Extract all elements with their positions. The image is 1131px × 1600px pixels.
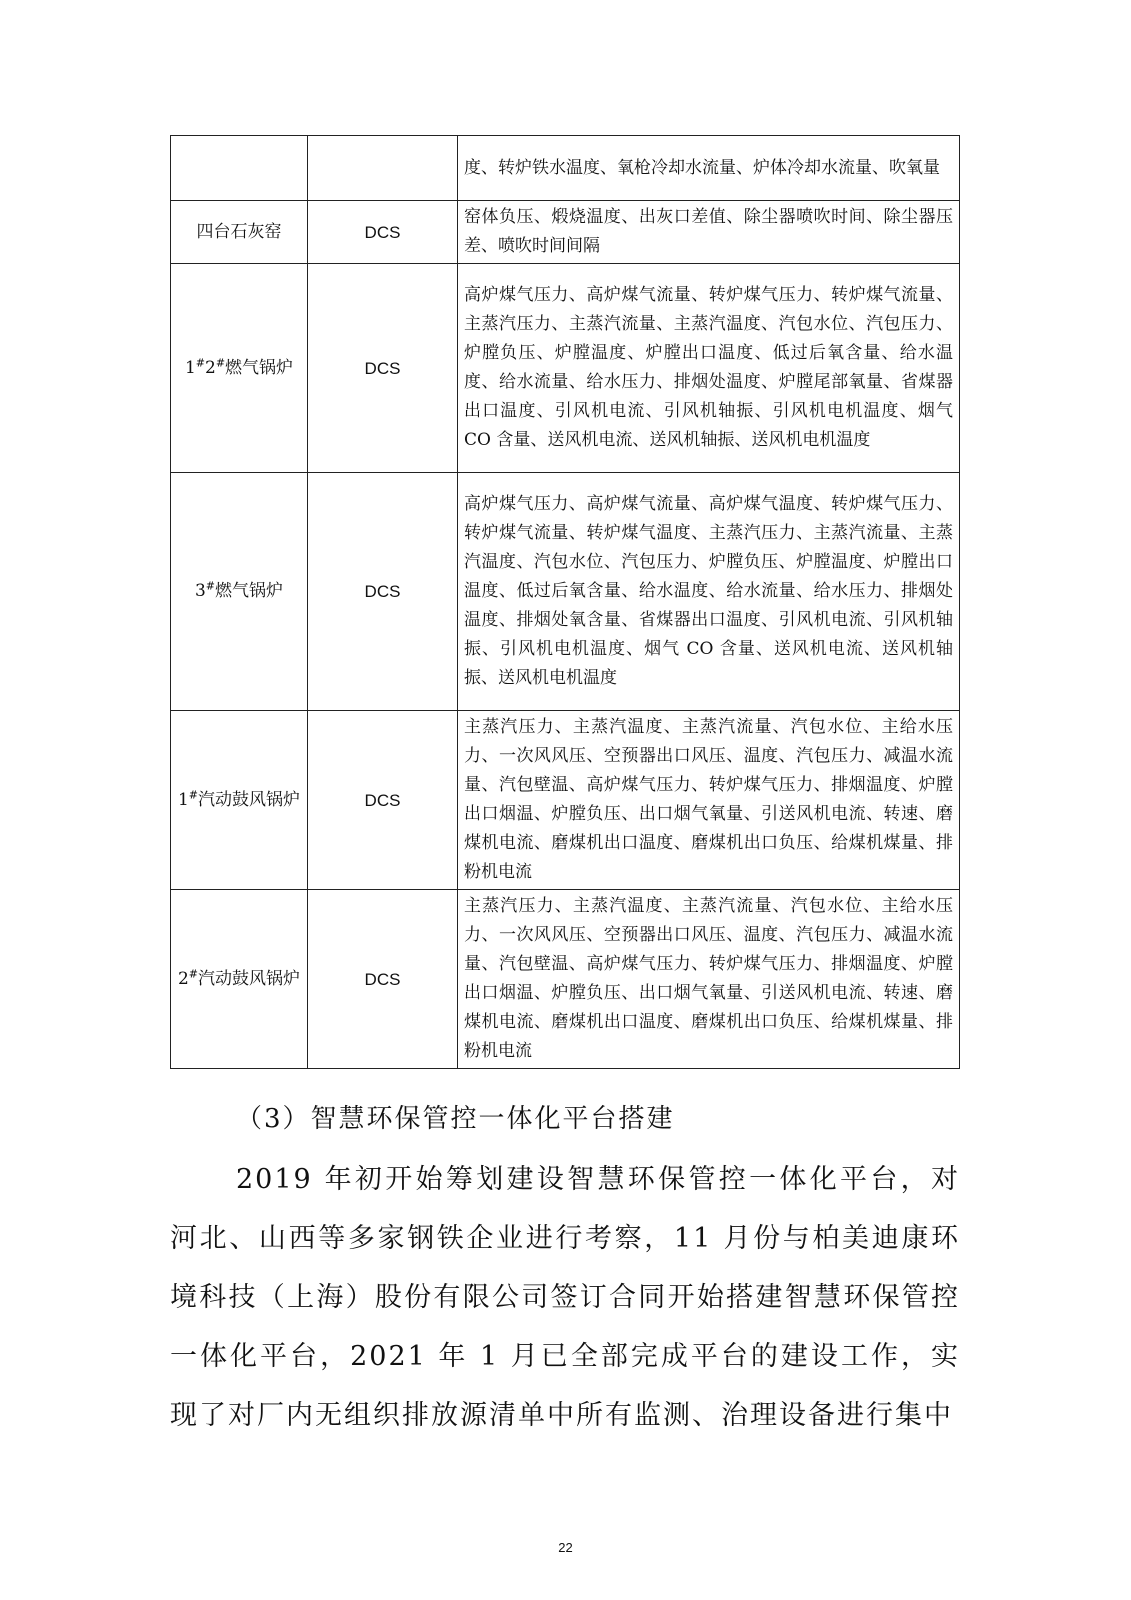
body-paragraph: 2019 年初开始筹划建设智慧环保管控一体化平台，对河北、山西等多家钢铁企业进行考察，11 月份与柏美迪康环境科技（上海）股份有限公司签订合同开始搭建智慧环保管控一体化平台，2021 年 1 月已全部完成平台的建设工作，实现了对厂内无组织排放源清单中所有监测、治理设备进行集中: [170, 1164, 960, 1431]
equipment-name-cell: [171, 136, 308, 201]
table-row: [171, 711, 960, 890]
table-row: [171, 473, 960, 711]
equipment-name-cell: 2#汽动鼓风锅炉: [171, 890, 308, 1069]
equipment-parameter-table: [170, 135, 960, 1069]
equipment-name-cell: 1#汽动鼓风锅炉: [171, 711, 308, 890]
parameters-cell: 高炉煤气压力、高炉煤气流量、高炉煤气温度、转炉煤气压力、转炉煤气流量、转炉煤气温度、主蒸汽压力、主蒸汽流量、主蒸汽温度、汽包水位、汽包压力、炉膛负压、炉膛温度、炉膛出口温度、低过后氧含量、给水温度、给水流量、给水压力、排烟处温度、排烟处氧含量、省煤器出口温度、引风机电流、引风机轴振、引风机电机温度、烟气 CO 含量、送风机电流、送风机轴振、送风机电机温度: [458, 473, 960, 711]
parameters-cell: 度、转炉铁水温度、氧枪冷却水流量、炉体冷却水流量、吹氧量: [458, 136, 960, 201]
table-row: [171, 264, 960, 473]
control-system-cell: DCS: [308, 473, 458, 711]
section-heading: （3）智慧环保管控一体化平台搭建: [236, 1104, 675, 1134]
control-system-cell: [308, 136, 458, 201]
parameters-cell: 窑体负压、煅烧温度、出灰口差值、除尘器喷吹时间、除尘器压差、喷吹时间间隔: [458, 201, 960, 264]
parameters-cell: 主蒸汽压力、主蒸汽温度、主蒸汽流量、汽包水位、主给水压力、一次风风压、空预器出口风压、温度、汽包压力、减温水流量、汽包壁温、高炉煤气压力、转炉煤气压力、排烟温度、炉膛出口烟温、炉膛负压、出口烟气氧量、引送风机电流、转速、磨煤机电流、磨煤机出口温度、磨煤机出口负压、给煤机煤量、排粉机电流: [458, 890, 960, 1069]
parameters-cell: 高炉煤气压力、高炉煤气流量、转炉煤气压力、转炉煤气流量、主蒸汽压力、主蒸汽流量、主蒸汽温度、汽包水位、汽包压力、炉膛负压、炉膛温度、炉膛出口温度、低过后氧含量、给水温度、给水流量、给水压力、排烟处温度、炉膛尾部氧量、省煤器出口温度、引风机电流、引风机轴振、引风机电机温度、烟气 CO 含量、送风机电流、送风机轴振、送风机电机温度: [458, 264, 960, 473]
control-system-cell: DCS: [308, 711, 458, 890]
table-row: [171, 201, 960, 264]
control-system-cell: DCS: [308, 201, 458, 264]
control-system-cell: DCS: [308, 890, 458, 1069]
parameters-cell: 主蒸汽压力、主蒸汽温度、主蒸汽流量、汽包水位、主给水压力、一次风风压、空预器出口风压、温度、汽包压力、减温水流量、汽包壁温、高炉煤气压力、转炉煤气压力、排烟温度、炉膛出口烟温、炉膛负压、出口烟气氧量、引送风机电流、转速、磨煤机电流、磨煤机出口温度、磨煤机出口负压、给煤机煤量、排粉机电流: [458, 711, 960, 890]
control-system-cell: DCS: [308, 264, 458, 473]
table-row: [171, 136, 960, 201]
equipment-name-cell: 1#2#燃气锅炉: [171, 264, 308, 473]
equipment-name-cell: 3#燃气锅炉: [171, 473, 308, 711]
equipment-name-cell: 四台石灰窑: [171, 201, 308, 264]
page-number: 22: [558, 1540, 573, 1555]
table-row: [171, 890, 960, 1069]
